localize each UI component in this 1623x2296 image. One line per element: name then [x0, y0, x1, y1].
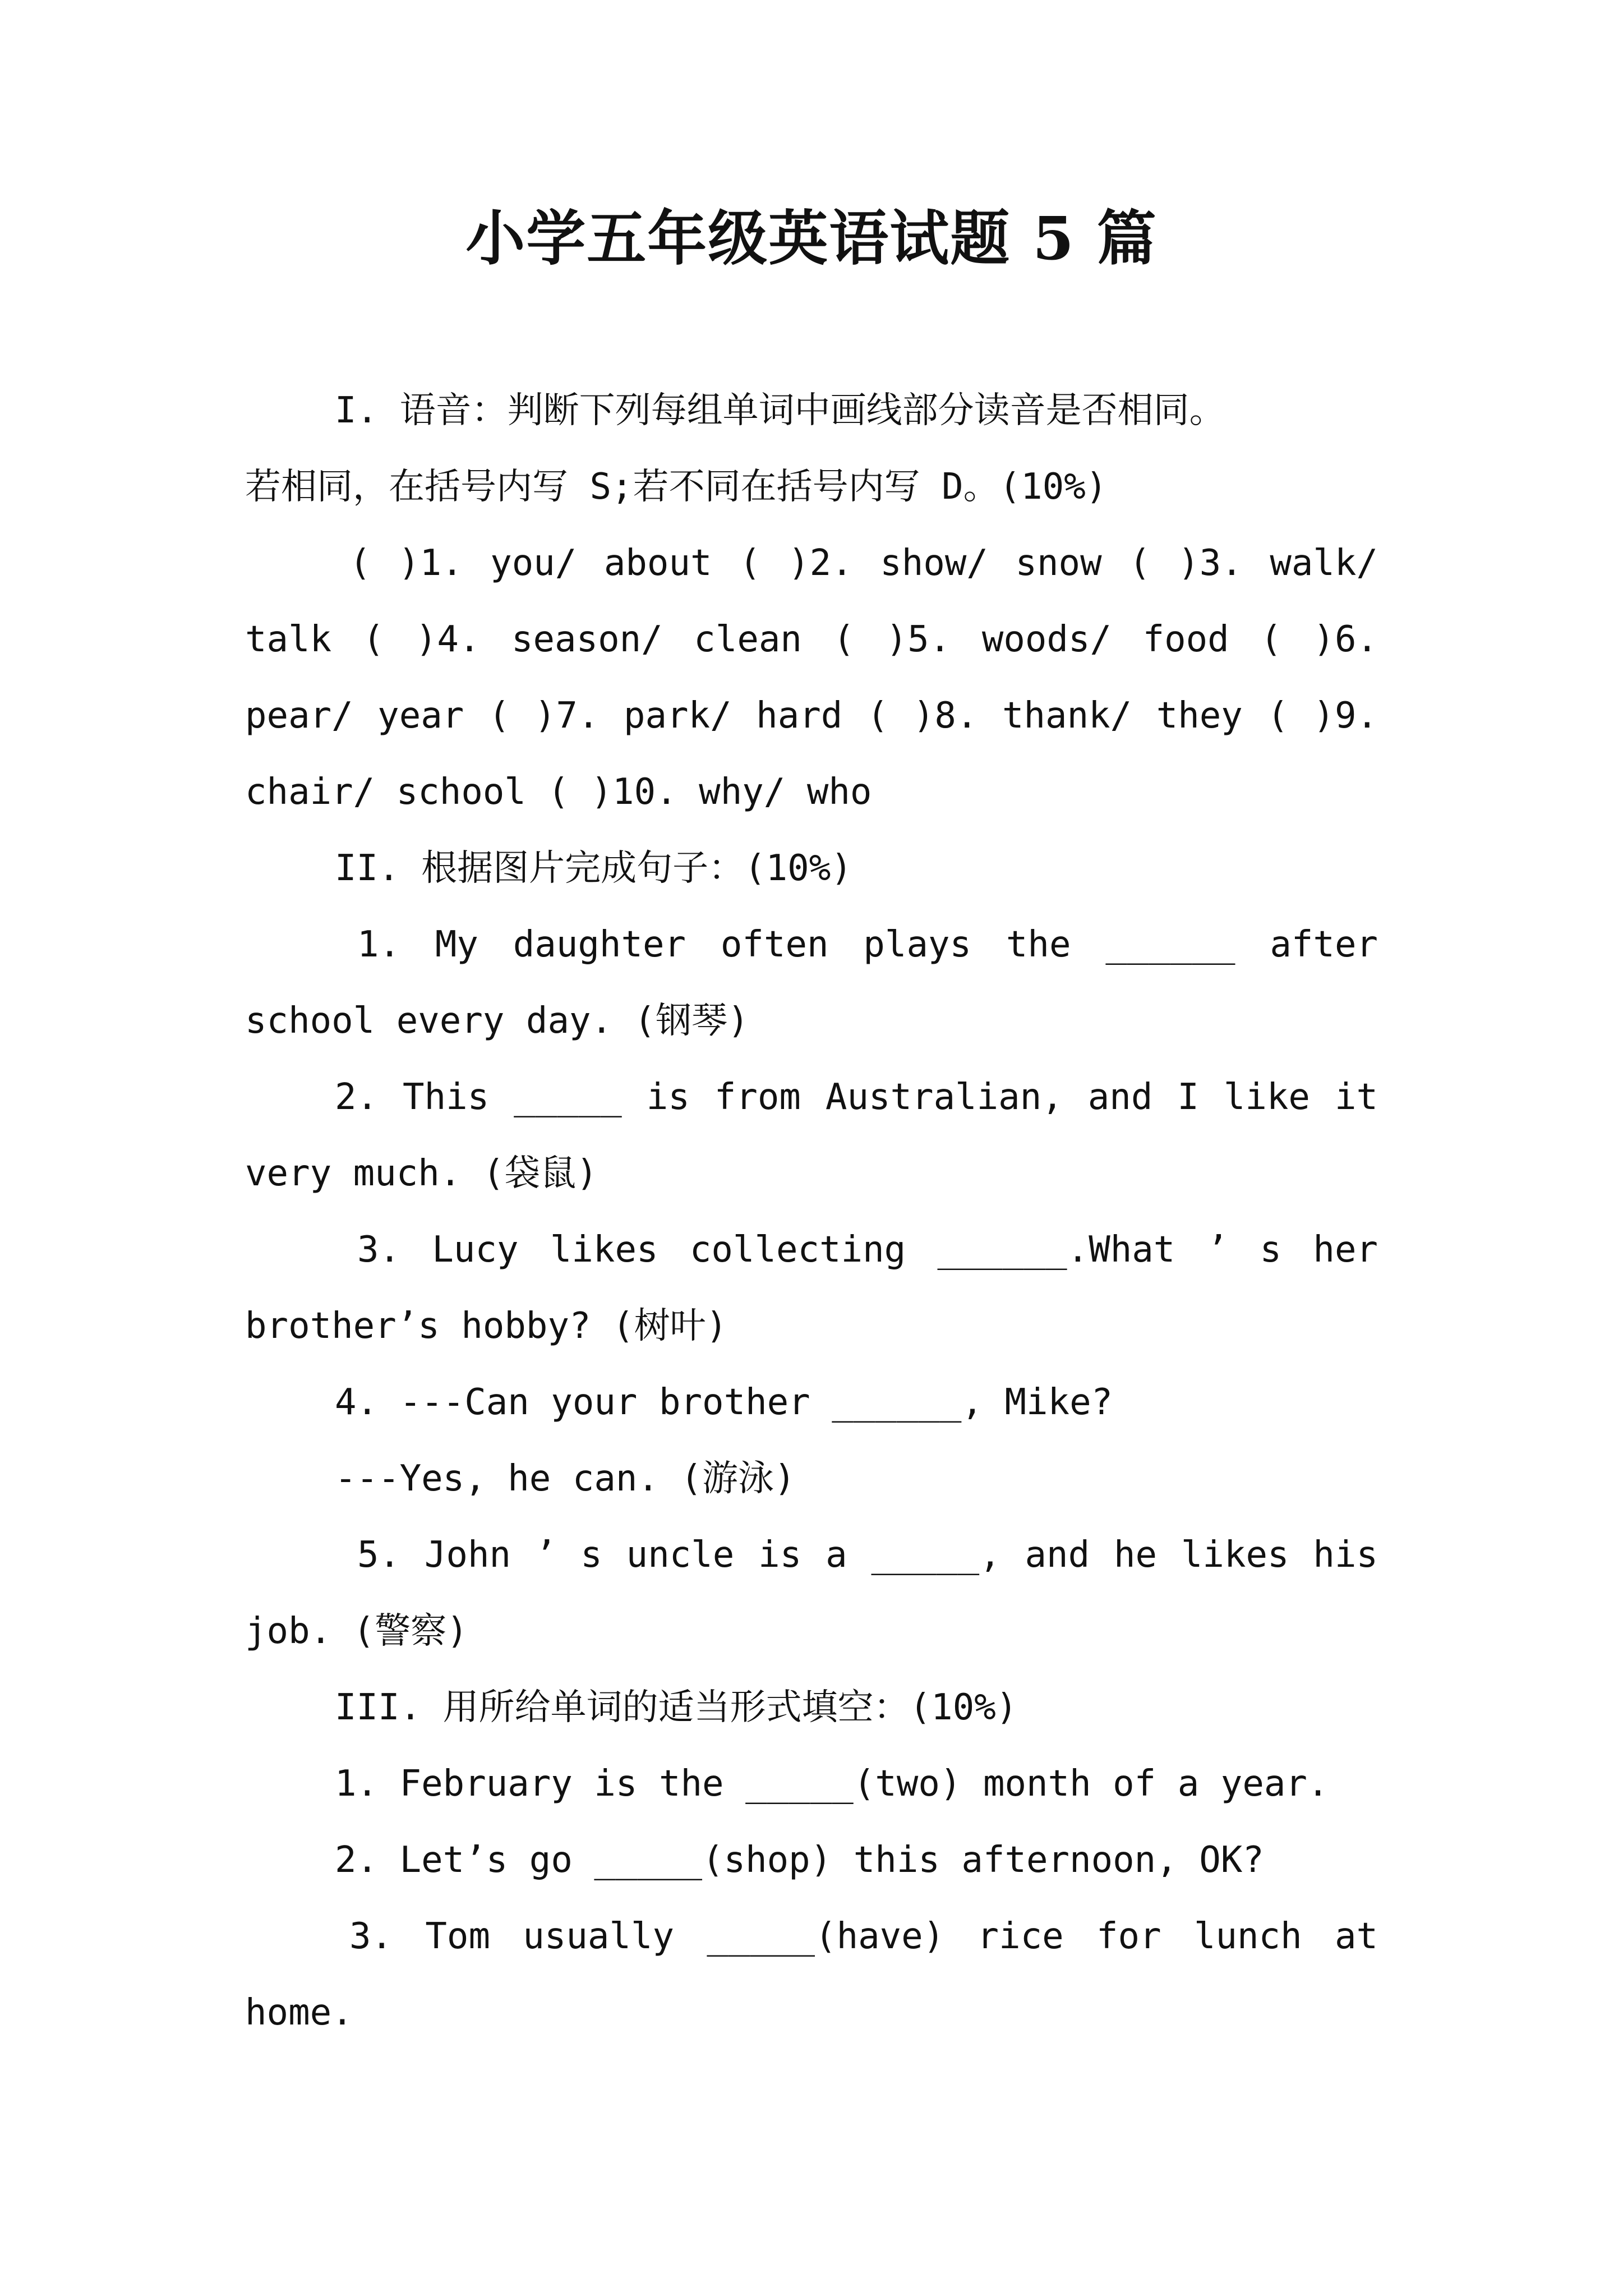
question-line: school every day. (钢琴)	[245, 1000, 749, 1042]
question-line: 2. This _____ is from Australian, and I like it	[335, 1076, 1378, 1118]
phonics-items-line: chair/ school ( )10. why/ who	[245, 771, 872, 813]
question-line: 4. ---Can your brother ______, Mike?	[335, 1382, 1113, 1423]
phonics-items-line: pear/ year ( )7. park/ hard ( )8. thank/ they ( )9.	[245, 695, 1378, 737]
document-title: 小学五年级英语试题 5 篇	[465, 203, 1158, 273]
question-line: home.	[245, 1992, 353, 2033]
question-line: 1. February is the _____(two) month of a year.	[335, 1763, 1329, 1805]
document-body	[245, 372, 1378, 2051]
phonics-items-line: ( )1. you/ about ( )2. show/ snow ( )3. walk/	[349, 542, 1378, 584]
question-line: 3. Lucy likes collecting ______.What ’ s her	[357, 1229, 1378, 1271]
section-1-heading: I. 语音：判断下列每组单词中画线部分读音是否相同。	[335, 390, 1225, 431]
question-line: 2. Let’s go _____(shop) this afternoon, OK?	[335, 1839, 1264, 1881]
phonics-items-line: talk ( )4. season/ clean ( )5. woods/ food ( )6.	[245, 619, 1378, 660]
section-2-heading: II. 根据图片完成句子：(10%)	[335, 848, 852, 889]
question-line: very much. (袋鼠)	[245, 1153, 598, 1194]
section-3-heading: III. 用所给单词的适当形式填空：(10%)	[335, 1687, 1018, 1728]
question-line: job. (警察)	[245, 1611, 468, 1652]
section-1-instruction: 若相同，在括号内写 S;若不同在括号内写 D。(10%)	[245, 466, 1108, 508]
question-line: brother’s hobby? (树叶)	[245, 1305, 728, 1347]
question-line: 1. My daughter often plays the ______ after	[357, 924, 1378, 965]
question-line: 5. John ’ s uncle is a _____, and he likes his	[357, 1534, 1378, 1576]
question-line: 3. Tom usually _____(have) rice for lunch at	[349, 1916, 1378, 1957]
question-line: ---Yes, he can. (游泳)	[335, 1458, 796, 1499]
